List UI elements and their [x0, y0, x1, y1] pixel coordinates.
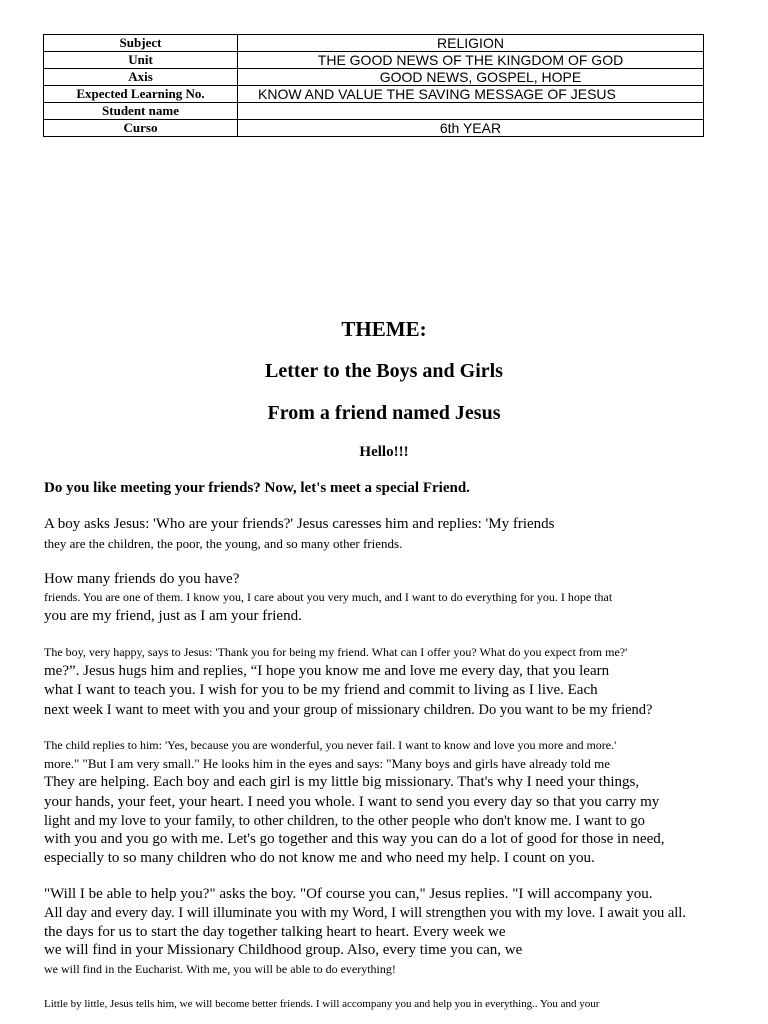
- table-row: [44, 52, 704, 69]
- row-value-unit: THE GOOD NEWS OF THE KINGDOM OF GOD: [238, 52, 704, 69]
- student-name-field[interactable]: [238, 103, 704, 120]
- row-label-subject: Subject: [44, 35, 238, 52]
- row-label-curso: Curso: [44, 120, 238, 137]
- title-line-1: Letter to the Boys and Girls: [265, 360, 503, 382]
- body-line-9: next week I want to meet with you and your group of missionary children. Do you want to be my friend?: [44, 702, 653, 718]
- theme-heading: THEME:: [341, 317, 427, 341]
- row-label-axis: Axis: [44, 69, 238, 86]
- table-row: [44, 69, 704, 86]
- table-row: [44, 103, 704, 120]
- intro-line: Do you like meeting your friends? Now, let's meet a special Friend.: [44, 480, 470, 496]
- body-line-21: we will find in the Eucharist. With me, you will be able to do everything!: [44, 962, 396, 976]
- body-line-5: you are my friend, just as I am your friend.: [44, 608, 302, 624]
- body-line-12: They are helping. Each boy and each girl is my little big missionary. That's why I need your things,: [44, 774, 640, 790]
- info-table: [43, 34, 704, 137]
- table-row: [44, 86, 704, 103]
- row-value-axis: GOOD NEWS, GOSPEL, HOPE: [238, 69, 704, 86]
- row-value-expected-learning: KNOW AND VALUE THE SAVING MESSAGE OF JESUS: [238, 86, 704, 103]
- body-line-17: "Will I be able to help you?" asks the boy. "Of course you can," Jesus replies. "I will accompany you.: [44, 886, 653, 902]
- body-line-3: How many friends do you have?: [44, 571, 240, 587]
- title-line-2: From a friend named Jesus: [267, 402, 501, 424]
- body-line-7: me?”. Jesus hugs him and replies, “I hope you know me and love me every day, that you learn: [44, 663, 610, 679]
- greeting: Hello!!!: [359, 444, 409, 460]
- body-line-8: what I want to teach you. I wish for you to be my friend and commit to living as I live. Each: [44, 682, 598, 698]
- row-label-unit: Unit: [44, 52, 238, 69]
- body-line-10: The child replies to him: 'Yes, because you are wonderful, you never fail. I want to know and love you more and more.': [44, 738, 617, 752]
- body-line-2: they are the children, the poor, the young, and so many other friends.: [44, 536, 403, 551]
- body-line-6: The boy, very happy, says to Jesus: 'Thank you for being my friend. What can I offer you? What do you expect from me?': [44, 645, 628, 659]
- row-value-curso: 6th YEAR: [238, 120, 704, 137]
- body-line-15: with you and you go with me. Let's go together and this way you can do a lot of good for those in need,: [44, 831, 665, 847]
- body-line-4: friends. You are one of them. I know you, I care about you very much, and I want to do everything for you. I hope that: [44, 590, 613, 604]
- body-line-13: your hands, your feet, your heart. I need you whole. I want to send you every day so that you carry my: [44, 794, 660, 810]
- table-row: [44, 35, 704, 52]
- body-line-22: Little by little, Jesus tells him, we will become better friends. I will accompany you and help you in everything.. You and your: [44, 998, 600, 1010]
- body-line-19: the days for us to start the day together talking heart to heart. Every week we: [44, 924, 506, 940]
- row-label-expected-learning: Expected Learning No.: [44, 86, 238, 103]
- body-line-18: All day and every day. I will illuminate you with my Word, I will strengthen you with my love. I await you all.: [44, 905, 686, 921]
- body-line-11: more." "But I am very small." He looks him in the eyes and says: "Many boys and girls have already told me: [44, 756, 611, 771]
- body-line-14: light and my love to your family, to other children, to the other people who don't know me. I want to go: [44, 813, 645, 829]
- table-row: [44, 120, 704, 137]
- body-line-20: we will find in your Missionary Childhood group. Also, every time you can, we: [44, 942, 523, 958]
- body-line-1: A boy asks Jesus: 'Who are your friends?' Jesus caresses him and replies: 'My friends: [44, 516, 555, 532]
- row-label-student-name: Student name: [44, 103, 238, 120]
- body-line-16: especially to so many children who do not know me and who need my help. I count on you.: [44, 850, 595, 866]
- row-value-subject: RELIGION: [238, 35, 704, 52]
